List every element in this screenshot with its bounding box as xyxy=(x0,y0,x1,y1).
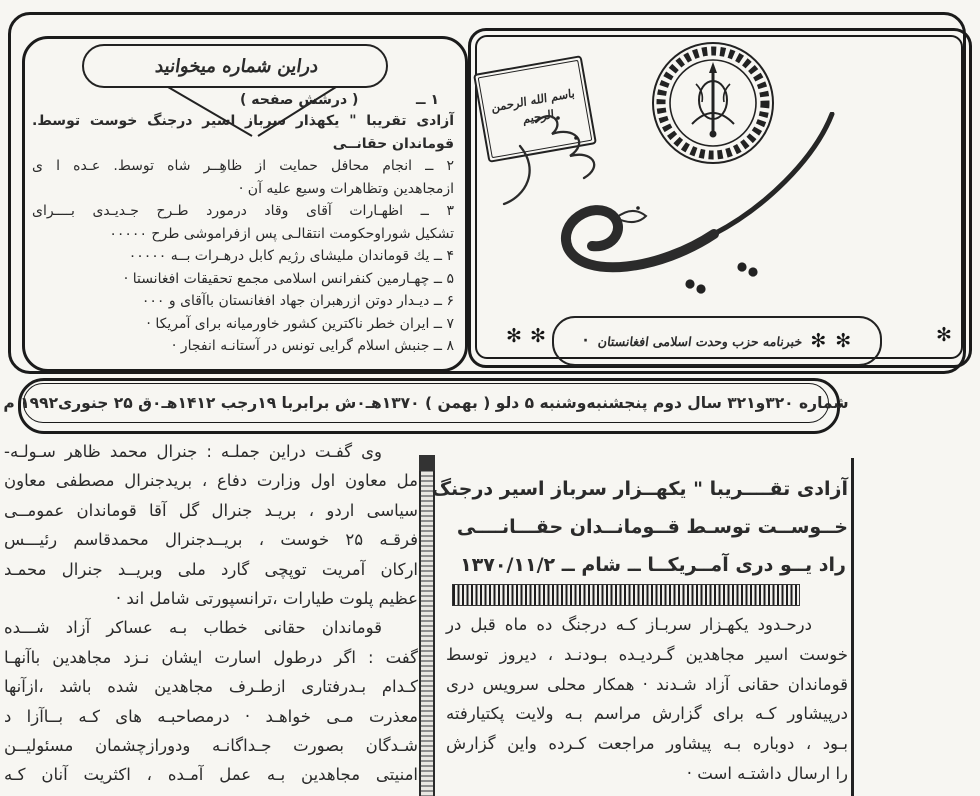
article-text-line: مل معاون اول وزارت دفاع ، بریدجنرال مصطفی معاون xyxy=(4,471,418,491)
pages-note: ( درشش صفحه ) xyxy=(240,92,359,108)
flower-ornament-icon: ✻ xyxy=(506,325,522,347)
headline-divider-hatch xyxy=(452,584,800,606)
contents-item-line: ۲ ــ انجام محافل حمایت از ظاهِــر شاه توسط. عـده ا ی xyxy=(32,158,454,174)
issue-date-text: شماره ۳۲۰و۳۲۱ سال دوم پنجشنبه‌وشنبه ۵ دلو ( بهمن ) ۱۳۷۰هـ۰ش برابربا ۱۹رجب ۱۴۱۲هـ۰ق ۲۵ جنوری۱۹۹۲ م xyxy=(3,394,849,412)
article-text-line: قوماندان حقانی آزاد شـدند · همکار محلی سرویس دری xyxy=(446,674,848,694)
headline-line: راد یــو دری آمــریکــا ــ شام ــ ۱۳۷۰/۱۱/۲ xyxy=(460,554,846,576)
article-text-line: را ارسال داشتـه است · xyxy=(686,763,848,783)
subtitle-dot: · xyxy=(582,333,589,349)
article-text-line: کـدام بـدرفتاری ازطـرف مجاهدین شده باشد ،ازآنها xyxy=(4,677,418,697)
contents-header-oval xyxy=(82,44,388,88)
contents-item-line: ۳ ــ اظهـارات آقای وقاد درمورد طـرح جـدیـدی بــــرای xyxy=(32,203,454,219)
article-headline xyxy=(431,470,848,584)
contents-item-line: آزادی تقریبا " یکهذار سرباز اسیر درجنگ خوست توسط. xyxy=(32,113,454,129)
left-article-column xyxy=(4,437,418,790)
contents-item-line: ازمجاهدین وتظاهرات وسیع علیه آن · xyxy=(238,180,454,197)
article-text-line: شـدگان بصورت جـداگانـه ودورازچشمان مسئولیــن xyxy=(4,736,418,756)
contents-item-line: ۵ ــ چهـارمین کنفرانس اسلامی مجمع تحقیقات افغانستا · xyxy=(123,270,454,287)
contents-item-line: تشکیل شوراوحکومت انتقالـی پس ازفراموشی طرح ۰۰۰۰۰ xyxy=(109,225,454,242)
article-text-line: درپیشاور کـه برای گزارش مراسم بـه ولایت پکتیارفته xyxy=(446,704,848,724)
article-text-line: قوماندان حقانی خطاب بـه عساکر آزاد شـــده xyxy=(4,618,382,638)
contents-item-line: ۷ ــ ایران خطر ناکترین کشور خاورمیانه برای آمریکا · xyxy=(146,315,454,332)
contents-item-line: قوماندان حقانــی xyxy=(332,135,454,152)
article-text-line: درحـدود یکهـزار سربـاز کـه درجنگ ده ماه قبل در xyxy=(446,615,812,634)
contents-item-line: ۸ ــ جنبش اسلام گرایی تونس در آستانـه انفجار · xyxy=(171,338,454,354)
right-article-column xyxy=(446,610,848,789)
date-band-inner xyxy=(3,383,849,423)
article-text-line: سیاسی اردو ، بریـد جنرال گل آقا قوماندان عمومــی xyxy=(4,500,418,520)
flower-ornament-icon: ✻ xyxy=(810,329,827,352)
contents-item-line: ۴ ــ یك قوماندان ملیشای رژیم کابل درهـرات بــه ۰۰۰۰۰ xyxy=(128,248,454,264)
contents-items-list xyxy=(32,110,454,358)
right-column-rule xyxy=(851,458,854,796)
article-text-line: امنیتی مجاهدین بـه عمل آمـده ، اکثریت آنان کـه xyxy=(4,765,418,785)
column-divider-cap xyxy=(419,455,435,471)
bismillah-text: باسم الله الرحمن الرحیم xyxy=(488,86,576,127)
article-text-line: عظیم پلوت طیارات ،ترانسپورتی شامل اند · xyxy=(115,589,418,609)
flower-ornament-icon: ✻ xyxy=(835,329,852,352)
headline-line: آزادی تقــــریبا " یکهــزار سرباز اسیر درجنگ xyxy=(431,478,848,500)
contents-item-line: ۶ ــ دیـدار دوتن ازرهبران جهاد افغانستان باآقای و ۰۰۰ xyxy=(141,293,454,309)
article-text-line: خوست اسیر مجاهدین گـردیـده بـودنـد ، دیروز توسط xyxy=(446,644,848,664)
flower-ornament-icon: ✻ xyxy=(530,325,546,347)
article-text-line: معذرت مـی خواهـد · درمصاحبـه های کـه بــاآزا د xyxy=(4,706,418,726)
masthead-subtitle-oval xyxy=(552,316,882,366)
article-text-line: گفت : اگر درطول اسارت ایشان نـزد مجاهدین باآنهـا xyxy=(4,647,418,667)
nameplate-calligraphy xyxy=(492,112,872,312)
article-text-line: ارکان آمریت توپچی گارد ملی وبریــد جنرال محمـد xyxy=(4,559,418,579)
article-text-line: بـود ، دوباره بـه پیشاور مراجعت کـرده واین گزارش xyxy=(446,734,848,754)
contents-header-title: دراین شماره میخوانید xyxy=(152,55,318,77)
flower-ornament-icon: ✻ xyxy=(936,324,952,346)
headline-line: خــوســت توسـط قــومانــدان حقـــانــــی xyxy=(456,516,848,538)
masthead-subtitle: خبرنامه حزب وحدت اسلامی افغانستان xyxy=(596,333,803,349)
article-text-line: فرقـه ۲۵ خوست ، بریــدجنرال محمدقاسم رئیـــس xyxy=(4,530,418,550)
article-text-line: وی گفـت دراین جملـه : جنرال محمد ظاهر سـولـه- xyxy=(4,442,382,461)
item1-number: ۱ ــ xyxy=(416,92,439,108)
